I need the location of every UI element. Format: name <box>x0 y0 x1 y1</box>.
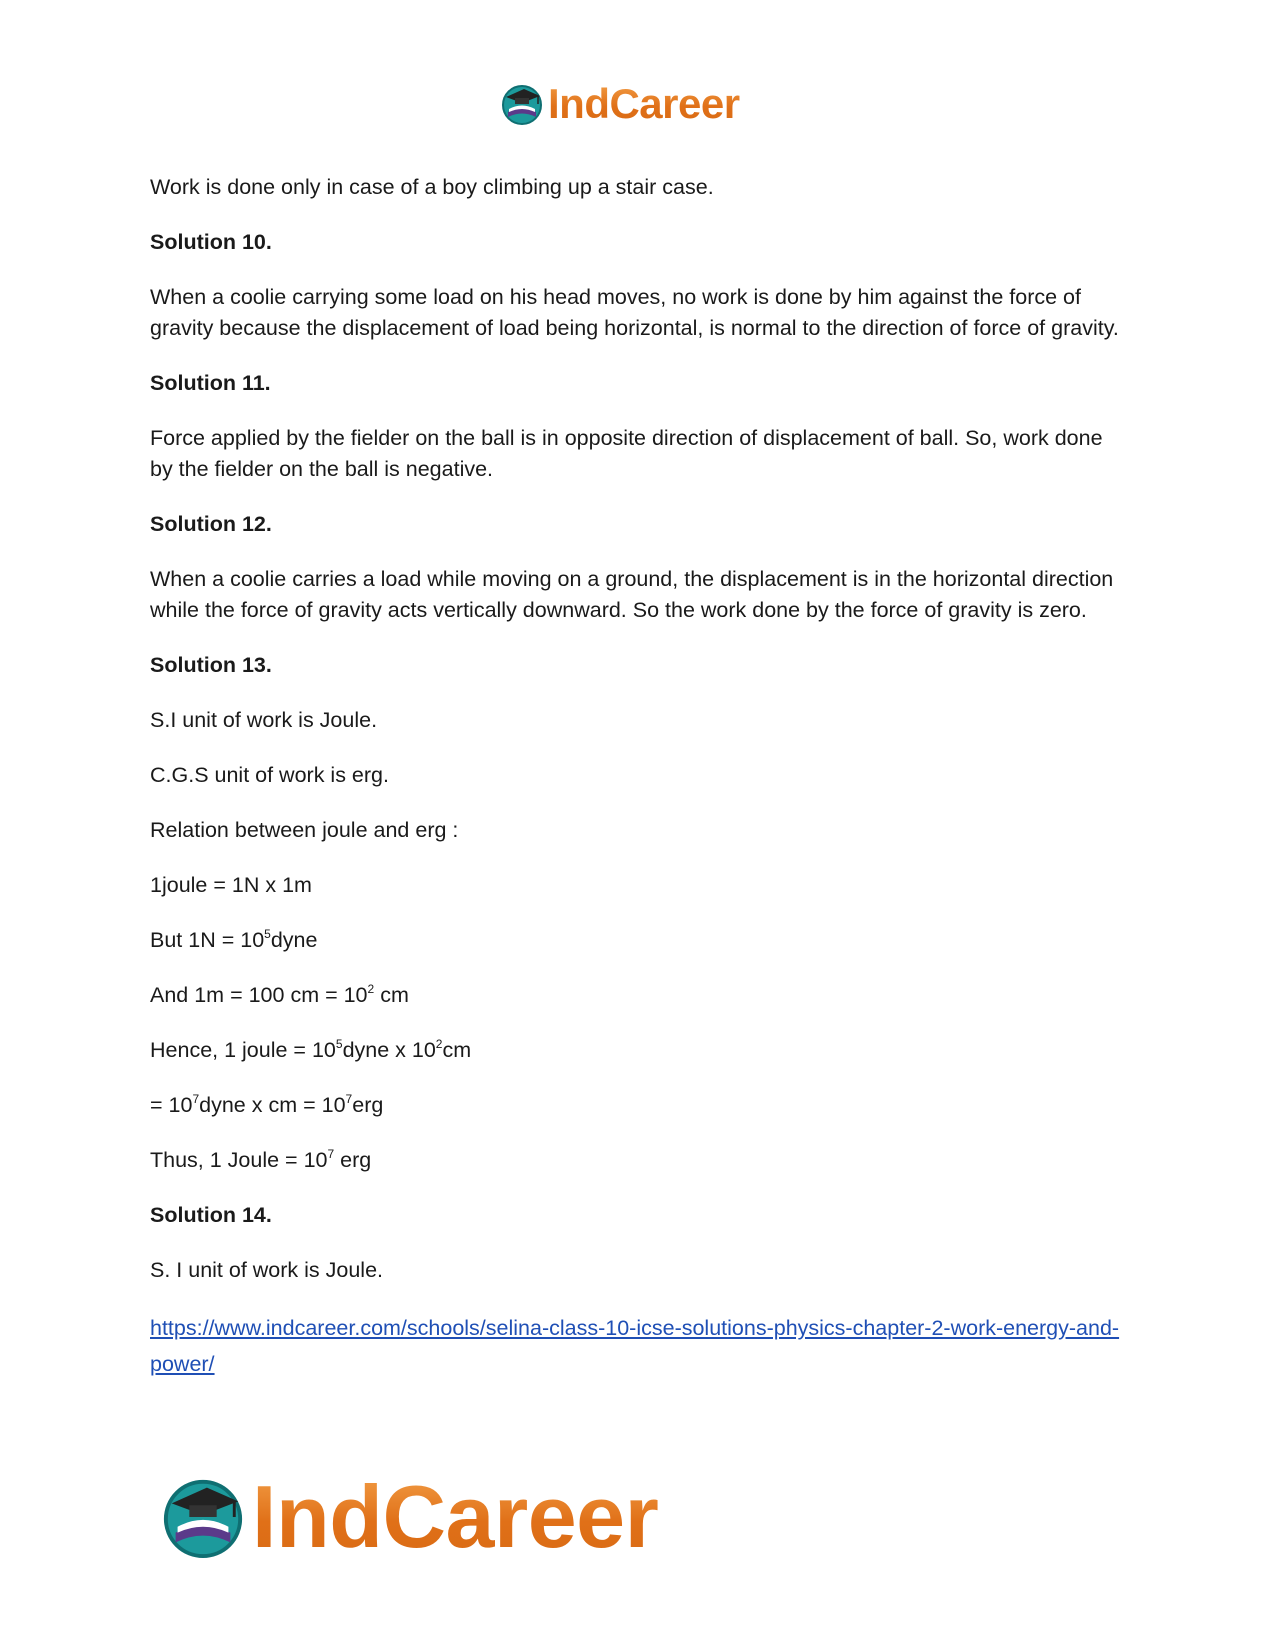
equation-6-post: erg <box>334 1148 372 1172</box>
equation-6-exponent: 7 <box>327 1146 335 1161</box>
equation-3-post: cm <box>374 983 409 1007</box>
equation-5-exponent-1: 7 <box>192 1091 200 1106</box>
equation-5 <box>150 1090 1130 1121</box>
solution-12-heading: Solution 12. <box>150 512 272 536</box>
equation-2-exponent: 5 <box>264 926 271 941</box>
document-body <box>150 172 1130 1406</box>
solution-11-heading: Solution 11. <box>150 371 271 395</box>
cgs-unit-line: C.G.S unit of work is erg. <box>150 763 389 787</box>
equation-4-exponent-2: 2 <box>435 1036 443 1051</box>
equation-2 <box>150 925 1130 956</box>
solution-13-heading: Solution 13. <box>150 653 272 677</box>
solution-11-text: Force applied by the fielder on the ball is in opposite direction of displacement of ball. So, work done by the fielder on the ball is negative. <box>150 426 1103 481</box>
equation-4 <box>150 1035 1130 1066</box>
solution-14-heading: Solution 14. <box>150 1203 272 1227</box>
equation-6 <box>150 1145 1130 1176</box>
equation-4-pre: Hence, 1 joule = 10 <box>150 1038 336 1062</box>
equation-3-exponent: 2 <box>367 981 375 996</box>
equation-4-post: cm <box>442 1038 472 1062</box>
graduation-cap-book-globe-icon <box>500 82 544 126</box>
brand-wordmark: IndCareer <box>252 1467 659 1566</box>
equation-4-exponent-1: 5 <box>335 1036 343 1051</box>
equation-5-exponent-2: 7 <box>345 1091 353 1106</box>
equation-5-pre: = 10 <box>150 1093 193 1117</box>
equation-6-pre: Thus, 1 Joule = 10 <box>150 1148 328 1172</box>
brand-logo-bottom <box>160 1468 658 1566</box>
equation-3-pre: And 1m = 100 cm = 10 <box>150 983 368 1007</box>
solution-12-text: When a coolie carries a load while moving on a ground, the displacement is in the horizontal direction while the force of gravity acts vertically downward. So the work done by the force of gravity is zero. <box>150 567 1114 622</box>
equation-3 <box>150 980 1130 1011</box>
equation-5-post: erg <box>352 1093 384 1117</box>
solution-10-text: When a coolie carrying some load on his head moves, no work is done by him against the force of gravity because the displacement of load being horizontal, is normal to the direction of force of gravity. <box>150 285 1119 340</box>
equation-2-pre: But 1N = 10 <box>150 928 265 952</box>
brand-wordmark: IndCareer <box>548 80 740 127</box>
paragraph: Work is done only in case of a boy climbing up a stair case. <box>150 175 714 199</box>
solution-10-heading: Solution 10. <box>150 230 272 254</box>
source-link-block <box>150 1310 1130 1382</box>
solution-14-text: S. I unit of work is Joule. <box>150 1258 384 1282</box>
brand-logo-top <box>500 80 740 128</box>
equation-2-post: dyne <box>270 928 318 952</box>
equation-1: 1joule = 1N x 1m <box>150 873 312 897</box>
equation-4-mid: dyne x 10 <box>342 1038 436 1062</box>
source-link[interactable]: https://www.indcareer.com/schools/selina-class-10-icse-solutions-physics-chapter-2-work-energy-and-power/ <box>150 1316 1120 1376</box>
equation-5-mid: dyne x cm = 10 <box>199 1093 346 1117</box>
graduation-cap-book-globe-icon <box>160 1474 246 1560</box>
relation-heading: Relation between joule and erg : <box>150 818 459 842</box>
si-unit-line: S.I unit of work is Joule. <box>150 708 378 732</box>
